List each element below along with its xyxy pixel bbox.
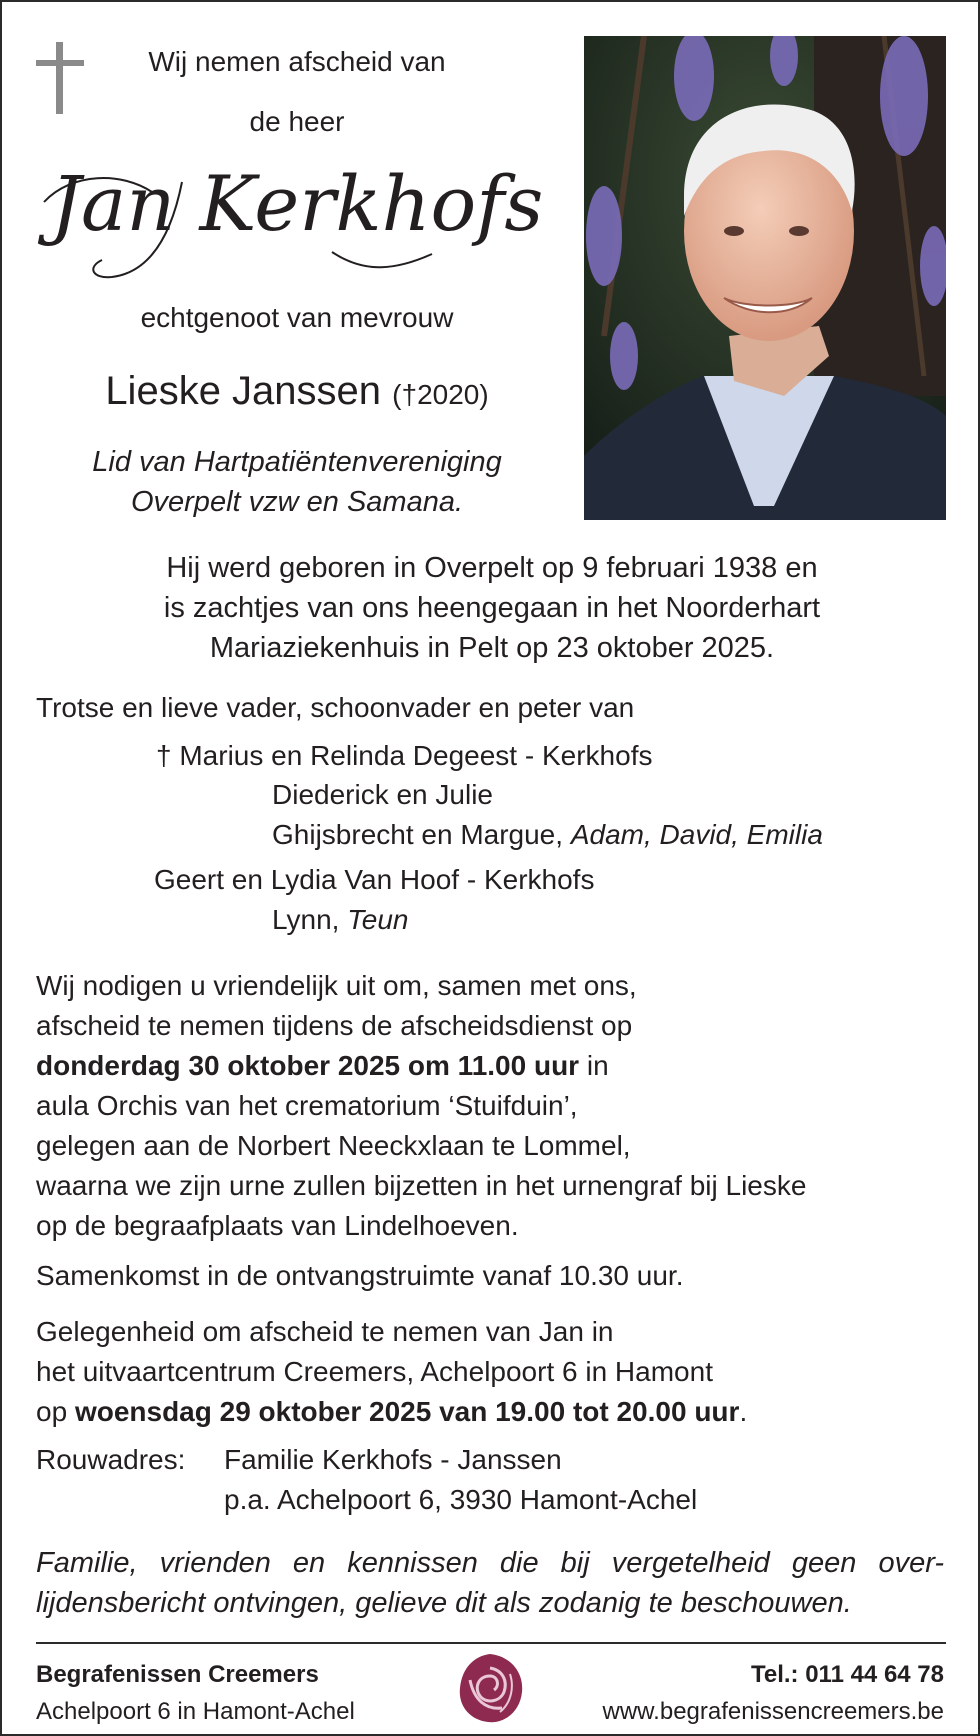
visit-line-2: het uitvaartcentrum Creemers, Achelpoort 6 in Hamont — [36, 1356, 713, 1387]
great-grandchildren-2: Teun — [347, 904, 409, 935]
invitation-line-6: waarna we zijn urne zullen bijzetten in het urnengraf bij Lieske — [36, 1170, 807, 1201]
invitation-line-1: Wij nodigen u vriendelijk uit om, samen met ons, — [36, 970, 637, 1001]
visitation-info — [36, 1312, 956, 1432]
child-1: † Marius en Relinda Degeest - Kerkhofs — [156, 740, 653, 771]
grandchild-2 — [272, 815, 823, 855]
portrait-photo — [584, 36, 946, 520]
great-grandchildren-1: Adam, David, Emilia — [570, 819, 823, 850]
invitation-line-2: afscheid te nemen tijdens de afscheidsdienst op — [36, 1010, 633, 1041]
membership — [42, 442, 552, 522]
mourning-address-line-2: p.a. Achelpoort 6, 3930 Hamont-Achel — [224, 1484, 698, 1515]
funeral-home-website[interactable]: www.begrafenissencreemers.be — [602, 1698, 944, 1725]
deceased-name: Jan Kerkhofs — [50, 159, 544, 248]
grandchild-3 — [272, 900, 409, 940]
invitation-line-4: aula Orchis van het crematorium ‘Stuifduin’, — [36, 1090, 578, 1121]
invitation-line-7: op de begraafplaats van Lindelhoeven. — [36, 1210, 519, 1241]
membership-line-1: Lid van Hartpatiëntenvereniging — [92, 446, 502, 478]
visit-date-time: woensdag 29 oktober 2025 van 19.00 tot 20.00 uur — [74, 1396, 740, 1427]
spouse-death-year: (†2020) — [392, 379, 489, 410]
birth-line-1: Hij werd geboren in Overpelt op 9 februari 1938 en — [166, 552, 818, 584]
invitation-line-3-suffix: in — [579, 1050, 609, 1081]
invitation — [36, 966, 956, 1246]
child-2: Geert en Lydia Van Hoof - Kerkhofs — [154, 864, 595, 895]
deceased-name-signature — [32, 142, 562, 292]
membership-line-2: Overpelt vzw en Samana. — [130, 486, 464, 518]
funeral-home-address: Achelpoort 6 in Hamont-Achel — [36, 1698, 355, 1725]
mourning-address-label: Rouwadres: — [36, 1444, 186, 1475]
birth-death-info — [42, 548, 942, 668]
visit-line-1: Gelegenheid om afscheid te nemen van Jan in — [36, 1316, 614, 1347]
visit-line-3 — [36, 1392, 956, 1432]
visit-suffix: . — [739, 1396, 748, 1427]
spouse-intro: echtgenoot van mevrouw — [140, 302, 454, 333]
birth-line-2: is zachtjes van ons heengegaan in het Noorderhart — [163, 592, 821, 624]
notice-line-1: Familie, vrienden en kennissen die bij vergetelheid geen over- — [36, 1547, 944, 1579]
notice-line-2: lijdensbericht ontvingen, gelieve dit als zodanig te beschouwen. — [36, 1587, 852, 1619]
grandchild-2-couple: Ghijsbrecht en Margue, — [272, 819, 564, 850]
funeral-home-name: Begrafenissen Creemers — [36, 1661, 319, 1688]
invitation-line-5: gelegen aan de Norbert Neeckxlaan te Lommel, — [36, 1130, 631, 1161]
birth-line-3: Mariaziekenhuis in Pelt op 23 oktober 2025. — [209, 632, 775, 664]
intro-line-1: Wij nemen afscheid van — [148, 46, 446, 77]
rose-icon — [452, 1650, 528, 1726]
funeral-home-phone[interactable]: Tel.: 011 44 64 78 — [750, 1661, 944, 1688]
gathering-info: Samenkomst in de ontvangstruimte vanaf 10.30 uur. — [36, 1260, 684, 1291]
invitation-line-3 — [36, 1046, 956, 1086]
mourning-address-line-1: Familie Kerkhofs - Janssen — [224, 1444, 562, 1475]
grandchild-3-name: Lynn, — [272, 904, 340, 935]
family-intro: Trotse en lieve vader, schoonvader en peter van — [36, 692, 635, 723]
spouse-name: Lieske Janssen — [105, 369, 382, 413]
footer-divider — [36, 1642, 946, 1644]
grandchild-1: Diederick en Julie — [272, 779, 493, 810]
service-date-time: donderdag 30 oktober 2025 om 11.00 uur — [36, 1050, 580, 1081]
spouse-line — [42, 366, 552, 420]
visit-prefix: op — [36, 1396, 75, 1427]
intro-line-2: de heer — [249, 106, 345, 137]
